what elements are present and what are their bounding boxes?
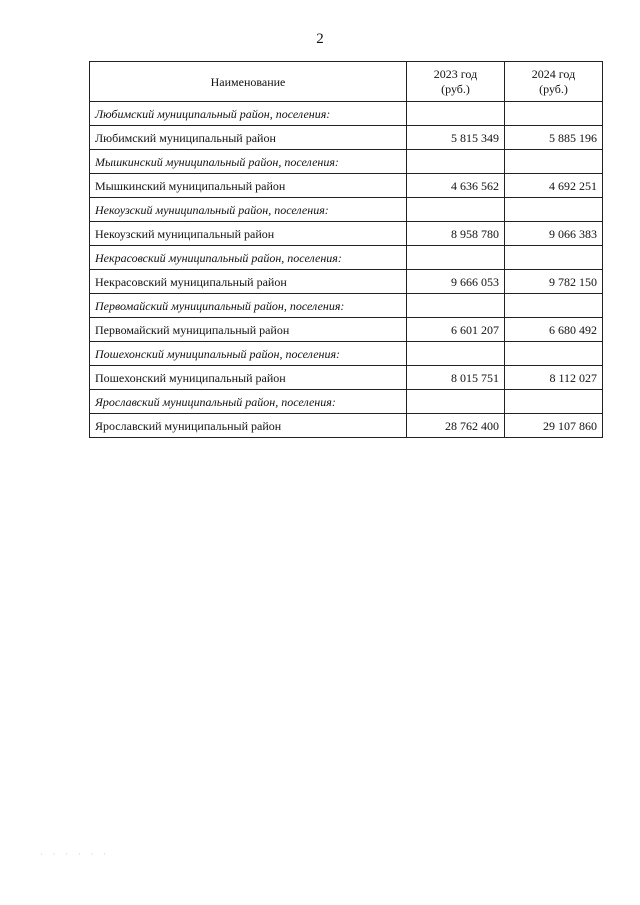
value-2023: 6 601 207 (407, 318, 505, 342)
district-name: Первомайский муниципальный район (90, 318, 407, 342)
district-name: Некоузский муниципальный район (90, 222, 407, 246)
value-2024: 9 782 150 (505, 270, 603, 294)
table-row (90, 366, 603, 390)
group-title: Первомайский муниципальный район, поселения: (90, 294, 407, 318)
empty-cell (407, 198, 505, 222)
header-2023-year: 2023 год (433, 66, 478, 81)
group-title: Некоузский муниципальный район, поселения: (90, 198, 407, 222)
group-title-row (90, 390, 603, 414)
table-row (90, 414, 603, 438)
group-title: Любимский муниципальный район, поселения: (90, 102, 407, 126)
empty-cell (505, 150, 603, 174)
empty-cell (407, 390, 505, 414)
group-title-row (90, 102, 603, 126)
header-row (90, 62, 603, 102)
value-2024: 9 066 383 (505, 222, 603, 246)
value-2024: 8 112 027 (505, 366, 603, 390)
group-title: Ярославский муниципальный район, поселения: (90, 390, 407, 414)
header-2023-unit: (руб.) (441, 81, 470, 96)
empty-cell (407, 246, 505, 270)
value-2023: 8 015 751 (407, 366, 505, 390)
value-2024: 29 107 860 (505, 414, 603, 438)
value-2024: 5 885 196 (505, 126, 603, 150)
group-title-row (90, 150, 603, 174)
table-row (90, 270, 603, 294)
value-2024: 6 680 492 (505, 318, 603, 342)
page-number: 2 (316, 31, 324, 47)
district-name: Некрасовский муниципальный район (90, 270, 407, 294)
empty-cell (407, 102, 505, 126)
district-name: Ярославский муниципальный район (90, 414, 407, 438)
group-title: Пошехонский муниципальный район, поселения: (90, 342, 407, 366)
empty-cell (505, 390, 603, 414)
district-name: Пошехонский муниципальный район (90, 366, 407, 390)
group-title-row (90, 294, 603, 318)
group-title-row (90, 342, 603, 366)
header-2024-year: 2024 год (531, 66, 576, 81)
table-row (90, 318, 603, 342)
table-row (90, 222, 603, 246)
header-2024-unit: (руб.) (539, 81, 568, 96)
empty-cell (505, 294, 603, 318)
empty-cell (505, 246, 603, 270)
value-2023: 28 762 400 (407, 414, 505, 438)
empty-cell (407, 342, 505, 366)
empty-cell (505, 102, 603, 126)
group-title: Мышкинский муниципальный район, поселения: (90, 150, 407, 174)
group-title-row (90, 246, 603, 270)
value-2023: 8 958 780 (407, 222, 505, 246)
scan-artifact: · · · · · · (40, 850, 110, 859)
table-header (90, 62, 603, 102)
group-title: Некрасовский муниципальный район, поселения: (90, 246, 407, 270)
empty-cell (407, 294, 505, 318)
header-2023 (407, 62, 505, 102)
value-2024: 4 692 251 (505, 174, 603, 198)
header-name: Наименование (90, 62, 407, 102)
table-row (90, 174, 603, 198)
district-name: Мышкинский муниципальный район (90, 174, 407, 198)
value-2023: 5 815 349 (407, 126, 505, 150)
table-body (90, 102, 603, 438)
district-name: Любимский муниципальный район (90, 126, 407, 150)
budget-table (89, 61, 603, 438)
value-2023: 9 666 053 (407, 270, 505, 294)
group-title-row (90, 198, 603, 222)
value-2023: 4 636 562 (407, 174, 505, 198)
header-2024 (505, 62, 603, 102)
empty-cell (505, 342, 603, 366)
empty-cell (407, 150, 505, 174)
table-row (90, 126, 603, 150)
empty-cell (505, 198, 603, 222)
